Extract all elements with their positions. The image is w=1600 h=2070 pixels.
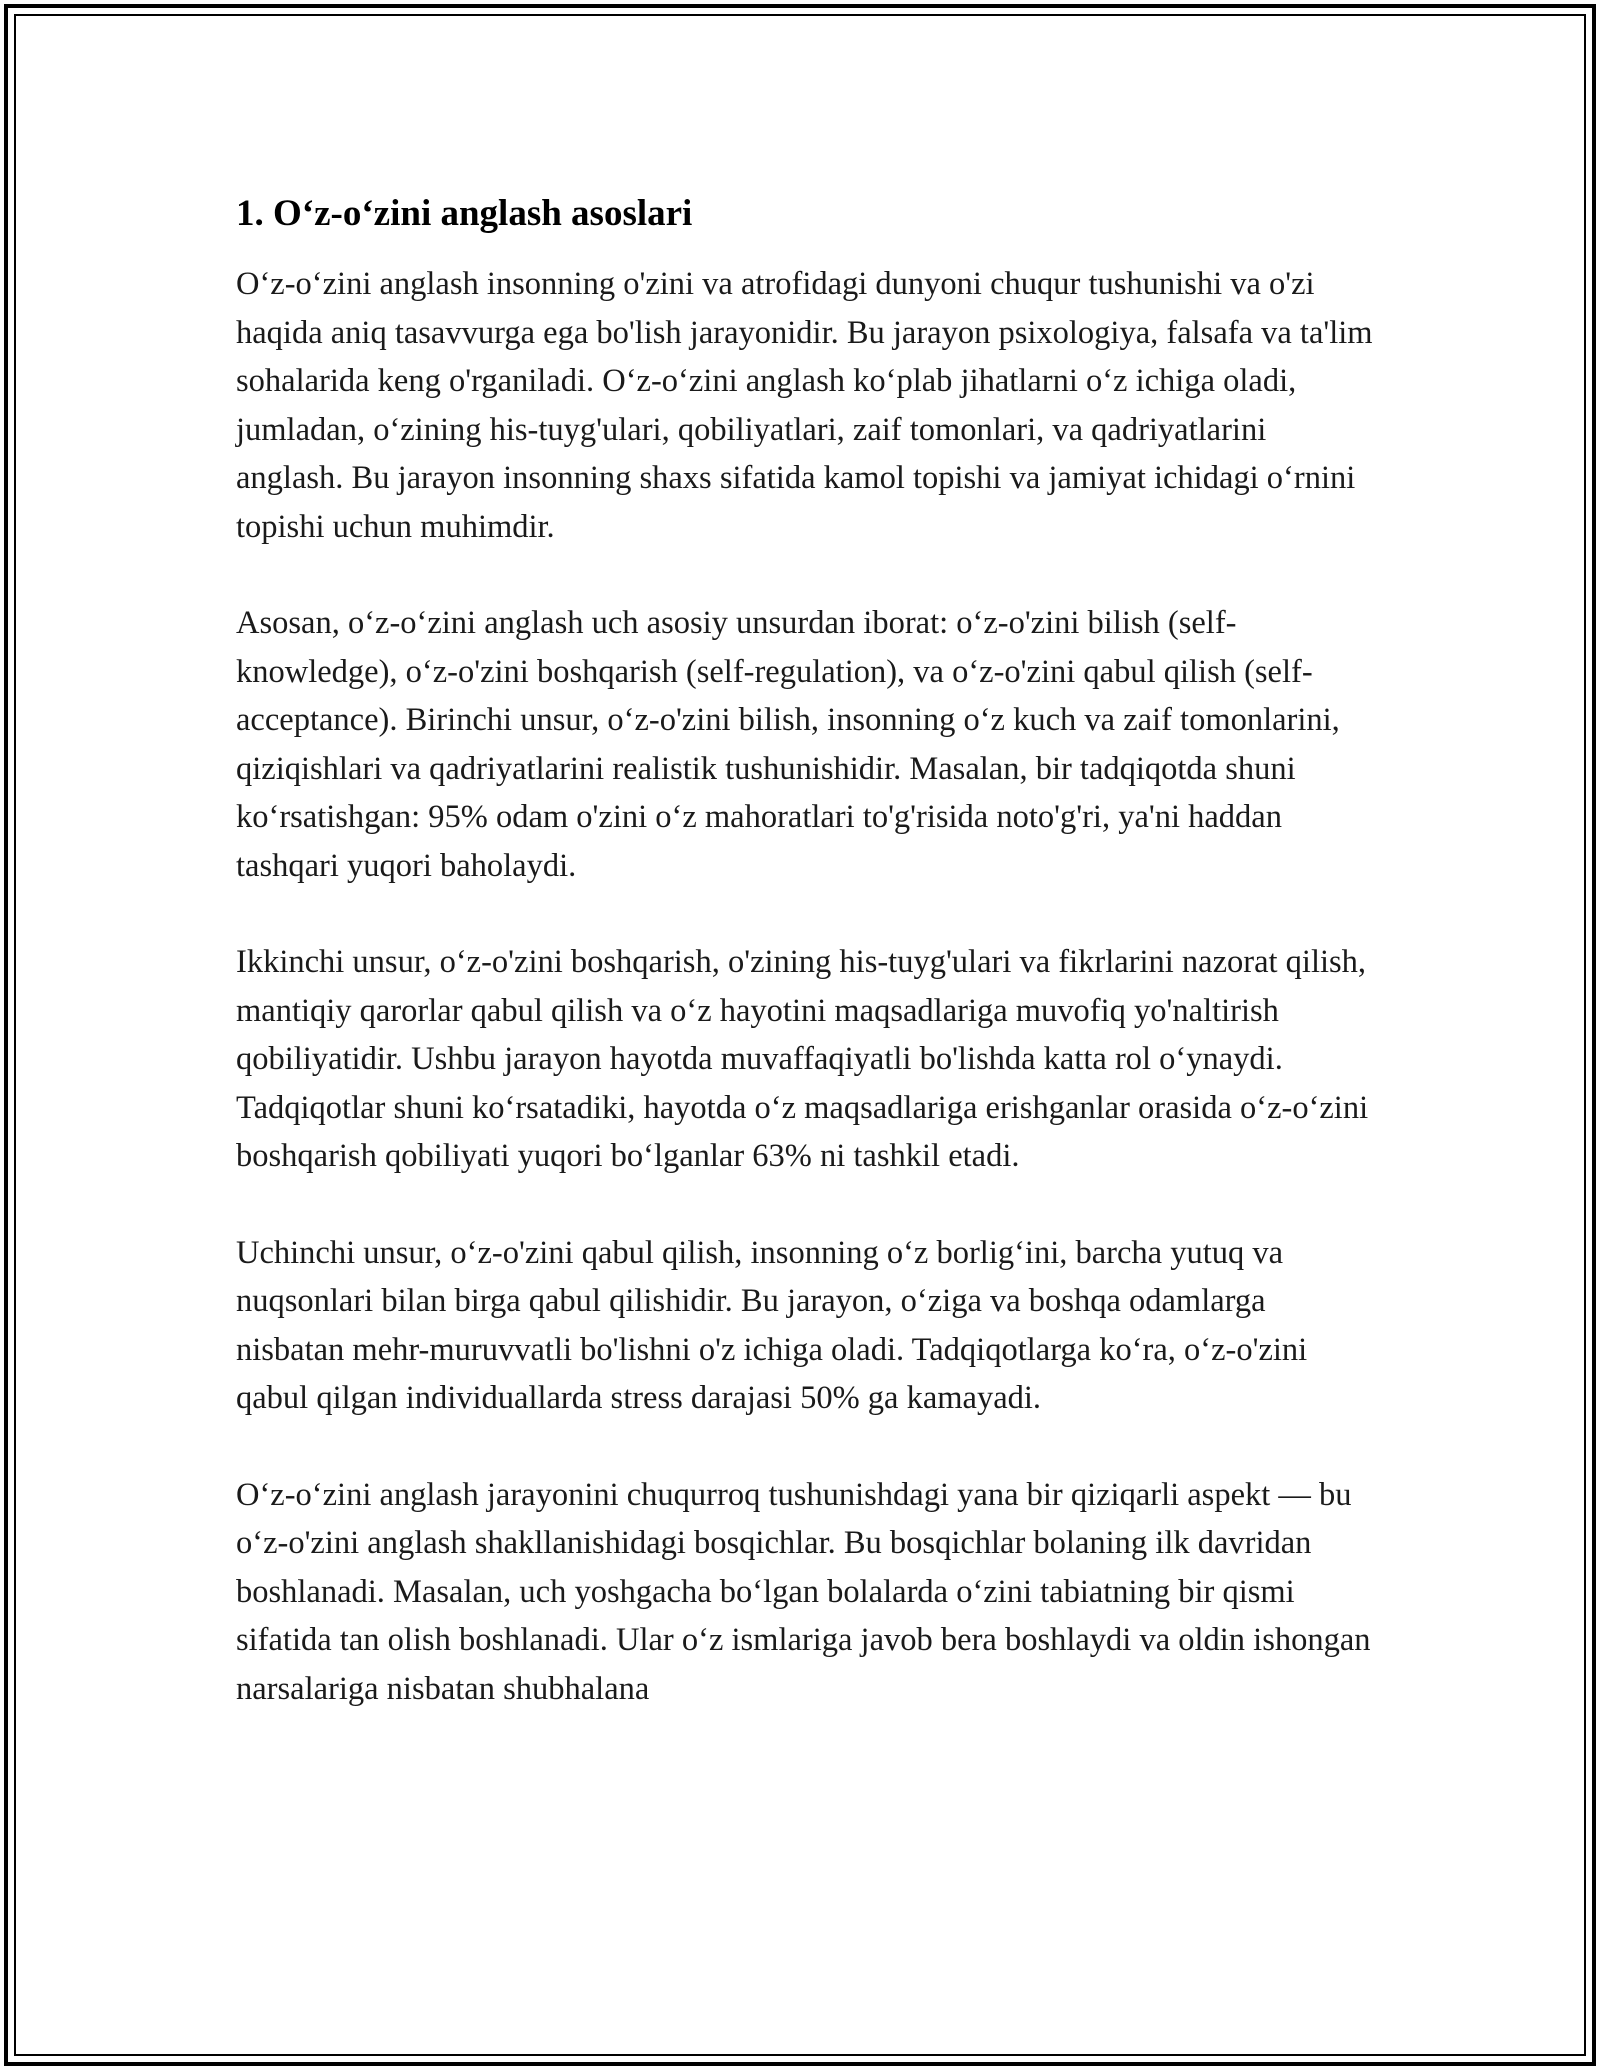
document-content (236, 186, 1376, 1713)
paragraph-self-regulation: Ikkinchi unsur, o‘z-o'zini boshqarish, o'zining his-tuyg'ulari va fikrlarini nazorat qilish, mantiqiy qarorlar qabul qilish va o‘z hayotini maqsadlariga muvofiq yo'naltirish qobiliyatidir. Ushbu jarayon hayotda muvaffaqiyatli bo'lishda katta rol o‘ynaydi. Tadqiqotlar shuni ko‘rsatadiki, hayotda o‘z maqsadlariga erishganlar orasida o‘z-o‘zini boshqarish qobiliyati yuqori bo‘lganlar 63% ni tashkil etadi. (236, 944, 1369, 1174)
paragraph-three-components: Asosan, o‘z-o‘zini anglash uch asosiy unsurdan iborat: o‘z-o'zini bilish (self-knowledge), o‘z-o'zini boshqarish (self-regulation), va o‘z-o'zini qabul qilish (self-acceptance). Birinchi unsur, o‘z-o'zini bilish, insonning o‘z kuch va zaif tomonlarini, qiziqishlari va qadriyatlarini realistik tushunishidir. Masalan, bir tadqiqotda shuni ko‘rsatishgan: 95% odam o'zini o‘z mahoratlari to'g'risida noto'g'ri, ya'ni haddan tashqari yuqori baholaydi. (236, 605, 1340, 884)
paragraph-development-stages: O‘z-o‘zini anglash jarayonini chuqurroq tushunishdagi yana bir qiziqarli aspekt — bu o‘z-o'zini anglash shakllanishidagi bosqichlar. Bu bosqichlar bolaning ilk davridan boshlanadi. Masalan, uch yoshgacha bo‘lgan bolalarda o‘zini tabiatning bir qismi sifatida tan olish boshlanadi. Ular o‘z ismlariga javob bera boshlaydi va oldin ishongan narsalariga nisbatan shubhalana (236, 1476, 1371, 1707)
section-heading: 1. O‘z-o‘zini anglash asoslari (236, 193, 693, 234)
paragraph-self-acceptance: Uchinchi unsur, o‘z-o'zini qabul qilish, insonning o‘z borlig‘ini, barcha yutuq va nuqsonlari bilan birga qabul qilishidir. Bu jarayon, o‘ziga va boshqa odamlarga nisbatan mehr-muruvvatli bo'lishni o'z ichiga oladi. Tadqiqotlarga ko‘ra, o‘z-o'zini qabul qilgan individuallarda stress darajasi 50% ga kamayadi. (236, 1234, 1308, 1416)
paragraph-intro: O‘z-o‘zini anglash insonning o'zini va atrofidagi dunyoni chuqur tushunishi va o'zi haqida aniq tasavvurga ega bo'lish jarayonidir. Bu jarayon psixologiya, falsafa va ta'lim sohalarida keng o'rganiladi. O‘z-o‘zini anglash ko‘plab jihatlarni o‘z ichiga oladi, jumladan, o‘zining his-tuyg'ulari, qobiliyatlari, zaif tomonlari, va qadriyatlarini anglash. Bu jarayon insonning shaxs sifatida kamol topishi va jamiyat ichidagi o‘rnini topishi uchun muhimdir. (236, 266, 1373, 545)
